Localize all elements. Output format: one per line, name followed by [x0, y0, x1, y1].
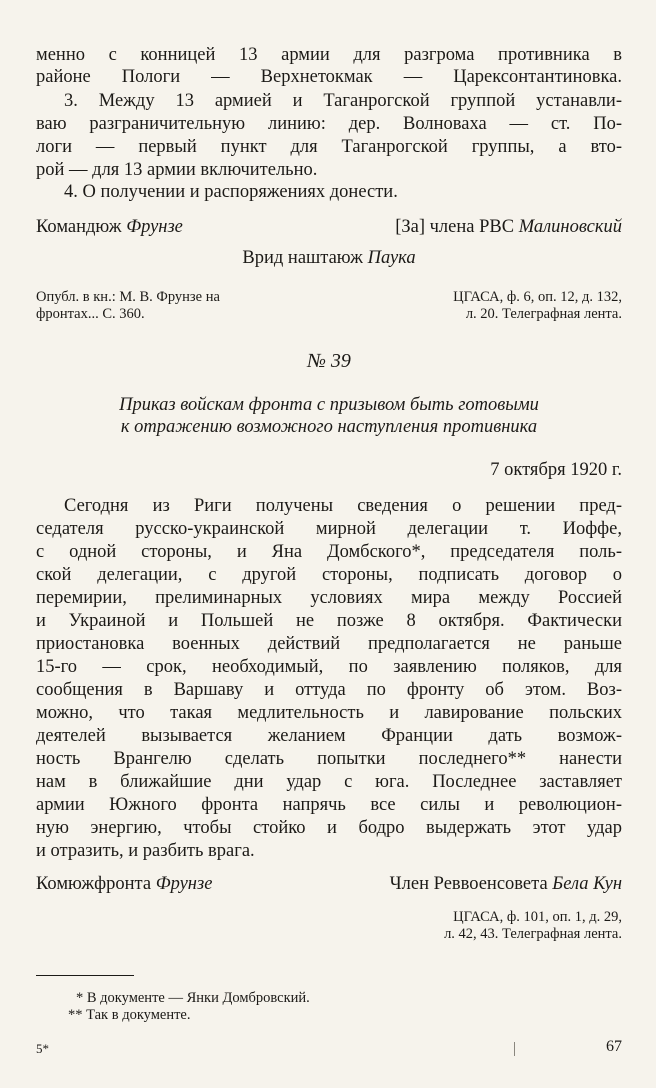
archive-reference: ЦГАСА, ф. 6, оп. 12, д. 132, — [453, 289, 622, 305]
signature-title: Член Реввоенсовета — [389, 874, 553, 894]
signature-left — [36, 216, 183, 238]
text-line: рой — для 13 армии включительно. — [36, 160, 318, 180]
body-line: приостановка военных действий предполагается не раньше — [36, 634, 622, 654]
body-line: седателя русско-украинской мирной делегации т. Иоффе, — [36, 519, 622, 539]
signature-row — [36, 873, 622, 895]
body-line: ской делегации, с другой стороны, подписать договор о — [36, 565, 622, 585]
footnote: * В документе — Янки Домбровский. — [76, 990, 310, 1006]
signature-right — [395, 216, 622, 238]
text-line: менно с конницей 13 армии для разгрома противника в — [36, 45, 622, 65]
signature-left — [36, 873, 212, 895]
document-date: 7 октября 1920 г. — [490, 460, 622, 480]
signature-title: Комюжфронта — [36, 874, 156, 894]
signature-title: Врид наштаюж — [242, 248, 368, 268]
text-line: районе Пологи — Верхнетокмак — Царексонтантиновка. — [36, 67, 622, 87]
signature-title: Командюж — [36, 217, 127, 237]
page-number: 67 — [606, 1038, 622, 1055]
signature-name: Фрунзе — [126, 217, 183, 237]
footnote-divider — [36, 975, 134, 976]
footnote: ** Так в документе. — [68, 1007, 191, 1023]
archive-reference: л. 20. Телеграфная лента. — [465, 306, 622, 322]
signature-row — [36, 216, 622, 238]
body-line: армии Южного фронта напрячь все силы и революцион- — [36, 795, 622, 815]
signature-name: Бела Кун — [552, 874, 622, 894]
signature-name: Малиновский — [518, 217, 622, 237]
text-line: ваю разграничительную линию: дер. Волноваха — ст. По- — [36, 114, 622, 134]
publication-note: Опубл. в кн.: М. В. Фрунзе на — [36, 289, 220, 305]
signature-center — [36, 247, 622, 269]
text-line: 4. О получении и распоряжениях донести. — [64, 182, 398, 202]
publication-note: фронтах... С. 360. — [36, 306, 145, 322]
margin-mark — [514, 1042, 515, 1056]
body-line: нам в ближайшие дни удар с юга. Последнее заставляет — [36, 772, 622, 792]
signature-right — [390, 873, 622, 895]
body-line: Сегодня из Риги получены сведения о решении пред- — [64, 496, 622, 516]
body-line: ную энергию, чтобы стойко и бодро выдержать этот удар — [36, 818, 622, 838]
document-title-line: Приказ войскам фронта с призывом быть готовыми — [119, 395, 539, 415]
body-line: 15-го — срок, необходимый, по заявлению поляков, для — [36, 657, 622, 677]
text-line: логи — первый пункт для Таганрогской группы, а вто- — [36, 137, 622, 157]
body-line: перемирии, прелиминарных условиях мира между Россией — [36, 588, 622, 608]
archive-reference: ЦГАСА, ф. 101, оп. 1, д. 29, — [453, 909, 622, 925]
archive-reference: л. 42, 43. Телеграфная лента. — [444, 926, 622, 942]
body-line: сообщения в Варшаву и оттуда по фронту об этом. Воз- — [36, 680, 622, 700]
body-line: и отразить, и разбить врага. — [36, 841, 255, 861]
signature-name: Паука — [367, 248, 416, 268]
document-number: № 39 — [307, 350, 351, 372]
document-title-line: к отражению возможного наступления противника — [120, 417, 538, 437]
body-line: можно, что такая медлительность и лавирование польских — [36, 703, 622, 723]
text-line: 3. Между 13 армией и Таганрогской группой устанавли- — [64, 91, 622, 111]
body-line: и Украиной и Польшей не позже 8 октября. Фактически — [36, 611, 622, 631]
body-line: деятелей вызывается желанием Франции дать возмож- — [36, 726, 622, 746]
body-line: с одной стороны, и Яна Домбского*, председателя поль- — [36, 542, 622, 562]
body-line: ность Врангелю сделать попытки последнего** нанести — [36, 749, 622, 769]
signature-name: Фрунзе — [155, 874, 213, 894]
signature-mark: 5* — [36, 1041, 49, 1056]
signature-title: [За] члена РВС — [395, 217, 519, 237]
